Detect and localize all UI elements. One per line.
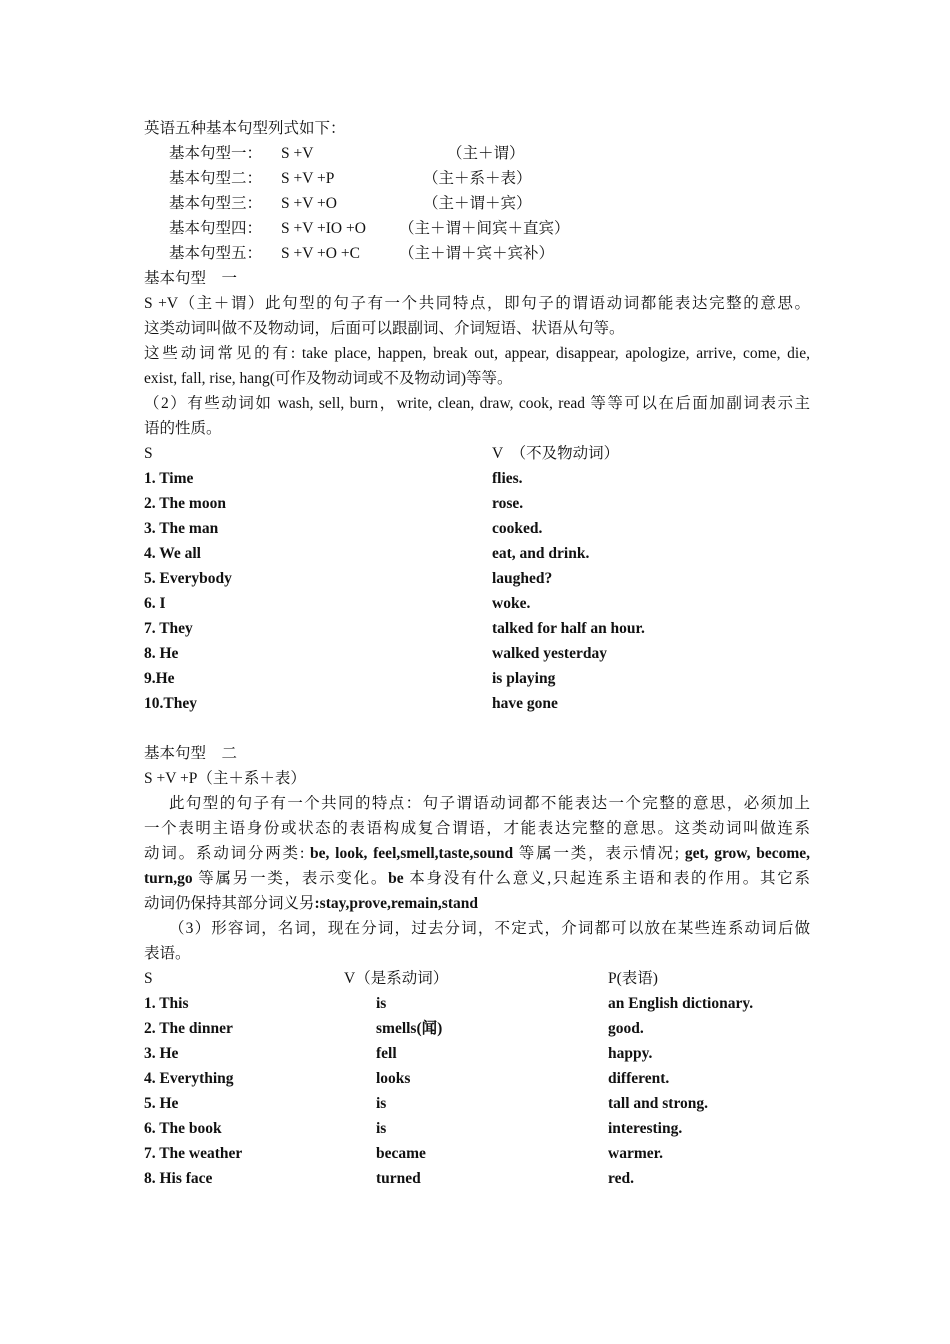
- subject-cell: 7. They: [144, 620, 193, 637]
- table-row: [144, 1116, 810, 1141]
- section2-paragraph: （3）形容词，名词，现在分词，过去分词，不定式，介词都可以放在某些连系动词后做: [169, 920, 810, 937]
- table-row: [144, 1166, 810, 1191]
- bold-run: turn,go: [144, 870, 193, 887]
- pattern-meaning: （主＋谓＋间宾＋直宾）: [399, 220, 570, 237]
- table-row: [144, 691, 810, 716]
- subject-cell: 6. I: [144, 595, 166, 612]
- table-row: [144, 591, 810, 616]
- verb-cell: have gone: [492, 695, 558, 712]
- verb-cell: eat, and drink.: [492, 545, 590, 562]
- subject-cell: 3. The man: [144, 520, 219, 537]
- pattern-formula: S +V: [281, 145, 314, 162]
- pattern-meaning: （主＋谓＋宾＋宾补）: [399, 245, 555, 262]
- section2-paragraph: 表语。: [144, 945, 191, 962]
- pattern-formula: S +V +IO +O: [281, 220, 366, 237]
- verb-cell: became: [376, 1145, 426, 1162]
- table-row: [144, 1041, 810, 1066]
- table-row: [144, 516, 810, 541]
- pattern-label: 基本句型五：: [169, 245, 263, 262]
- section2-paragraph: 此句型的句子有一个共同的特点：句子谓语动词都不能表达一个完整的意思，必须加上: [169, 795, 810, 812]
- subject-cell: 10.They: [144, 695, 197, 712]
- table-row: [144, 566, 810, 591]
- pattern-formula: S +V +O +C: [281, 245, 360, 262]
- section2-paragraph: 一个表明主语身份或状态的表语构成复合谓语，才能表达完整的意思。这类动词叫做连系: [144, 820, 810, 837]
- table-row: [144, 616, 810, 641]
- bold-run: :stay,prove,remain,stand: [314, 895, 478, 912]
- table-row: [144, 491, 810, 516]
- section1-paragraph: （2）有些动词如 wash, sell, burn，write, clean, draw, cook, read 等等可以在后面加副词表示主: [144, 395, 810, 412]
- verb-cell: smells(闻): [376, 1020, 443, 1037]
- table-row: [144, 1016, 810, 1041]
- verb-cell: is: [376, 995, 387, 1012]
- verb-cell: rose.: [492, 495, 524, 512]
- predicative-cell: interesting.: [608, 1120, 683, 1137]
- subject-cell: 7. The weather: [144, 1145, 243, 1162]
- subject-cell: 1. Time: [144, 470, 194, 487]
- section1-paragraph: exist, fall, rise, hang(可作及物动词或不及物动词)等等。: [144, 370, 513, 387]
- verb-cell: turned: [376, 1170, 421, 1187]
- verb-cell: flies.: [492, 470, 523, 487]
- section1-heading: 基本句型 一: [144, 270, 238, 287]
- subject-cell: 4. We all: [144, 545, 201, 562]
- pattern-label: 基本句型四：: [169, 220, 263, 237]
- verb-cell: is: [376, 1095, 387, 1112]
- text-run: 等属一类，表示情况;: [513, 845, 685, 862]
- verb-cell: talked for half an hour.: [492, 620, 645, 637]
- subject-cell: 2. The dinner: [144, 1020, 233, 1037]
- pattern-item: [144, 216, 810, 241]
- text-run: 等属另一类，表示变化。: [192, 870, 389, 887]
- pattern-list: [144, 141, 810, 266]
- subject-cell: 8. His face: [144, 1170, 213, 1187]
- bold-run: be, look, feel,smell,taste,sound: [310, 845, 514, 862]
- spacer: [144, 716, 810, 741]
- table1-header: [144, 441, 810, 466]
- section2-heading: 基本句型 二: [144, 745, 238, 762]
- section1-paragraph: 这些动词常见的有: take place, happen, break out, appear, disappear, apologize, arrive, come, die,: [144, 345, 810, 362]
- table2-body: [144, 991, 810, 1191]
- verb-cell: looks: [376, 1070, 411, 1087]
- table-row: [144, 666, 810, 691]
- table1-body: [144, 466, 810, 716]
- pattern-item: [144, 241, 810, 266]
- verb-cell: fell: [376, 1045, 397, 1062]
- document-page: [144, 116, 810, 1191]
- pattern-label: 基本句型三：: [169, 195, 263, 212]
- pattern-meaning: （主＋谓）: [447, 145, 525, 162]
- table2-header: [144, 966, 810, 991]
- section2-paragraph: [144, 841, 810, 866]
- table1-col-s: S: [144, 445, 153, 462]
- section1-paragraph: S +V（主＋谓）此句型的句子有一个共同特点，即句子的谓语动词都能表达完整的意思。: [144, 295, 810, 312]
- pattern-label: 基本句型二：: [169, 170, 263, 187]
- pattern-label: 基本句型一：: [169, 145, 263, 162]
- subject-cell: 1. This: [144, 995, 189, 1012]
- subject-cell: 4. Everything: [144, 1070, 234, 1087]
- subject-cell: 6. The book: [144, 1120, 222, 1137]
- bold-run: get, grow, become,: [684, 845, 811, 862]
- subject-cell: 9.He: [144, 670, 175, 687]
- text-run: 动词。系动词分两类:: [144, 845, 311, 862]
- table1-col-v: V （不及物动词）: [492, 445, 620, 462]
- pattern-meaning: （主＋系＋表）: [423, 170, 532, 187]
- text-run: 本身没有什么意义,只起连系主语和表的作用。其它系: [403, 870, 810, 887]
- predicative-cell: an English dictionary.: [608, 995, 754, 1012]
- table2-col-s: S: [144, 970, 153, 987]
- verb-cell: is playing: [492, 670, 556, 687]
- subject-cell: 3. He: [144, 1045, 179, 1062]
- intro-line: 英语五种基本句型列式如下：: [144, 120, 346, 137]
- pattern-item: [144, 166, 810, 191]
- verb-cell: is: [376, 1120, 387, 1137]
- subject-cell: 5. Everybody: [144, 570, 232, 587]
- table-row: [144, 1141, 810, 1166]
- table-row: [144, 1091, 810, 1116]
- section1-paragraph: 这类动词叫做不及物动词，后面可以跟副词、介词短语、状语从句等。: [144, 320, 625, 337]
- table-row: [144, 466, 810, 491]
- verb-cell: walked yesterday: [492, 645, 607, 662]
- predicative-cell: different.: [608, 1070, 670, 1087]
- predicative-cell: happy.: [608, 1045, 653, 1062]
- table-row: [144, 541, 810, 566]
- bold-run: be: [388, 870, 404, 887]
- predicative-cell: good.: [608, 1020, 644, 1037]
- predicative-cell: red.: [608, 1170, 634, 1187]
- verb-cell: cooked.: [492, 520, 543, 537]
- section2-formula: S +V +P（主＋系＋表）: [144, 770, 306, 787]
- section1-paragraph: 语的性质。: [144, 420, 222, 437]
- verb-cell: woke.: [492, 595, 531, 612]
- subject-cell: 2. The moon: [144, 495, 226, 512]
- pattern-item: [144, 191, 810, 216]
- table-row: [144, 641, 810, 666]
- section2-paragraph: [144, 891, 810, 916]
- pattern-meaning: （主＋谓＋宾）: [423, 195, 532, 212]
- table2-col-p: P(表语): [608, 970, 658, 987]
- subject-cell: 5. He: [144, 1095, 179, 1112]
- text-run: 动词仍保持其部分词义另: [144, 895, 315, 912]
- pattern-formula: S +V +O: [281, 195, 337, 212]
- table-row: [144, 991, 810, 1016]
- predicative-cell: tall and strong.: [608, 1095, 709, 1112]
- section2-paragraph: [144, 866, 810, 891]
- table-row: [144, 1066, 810, 1091]
- subject-cell: 8. He: [144, 645, 179, 662]
- pattern-formula: S +V +P: [281, 170, 335, 187]
- predicative-cell: warmer.: [608, 1145, 663, 1162]
- verb-cell: laughed?: [492, 570, 553, 587]
- table2-col-v: V（是系动词）: [344, 970, 449, 987]
- pattern-item: [144, 141, 810, 166]
